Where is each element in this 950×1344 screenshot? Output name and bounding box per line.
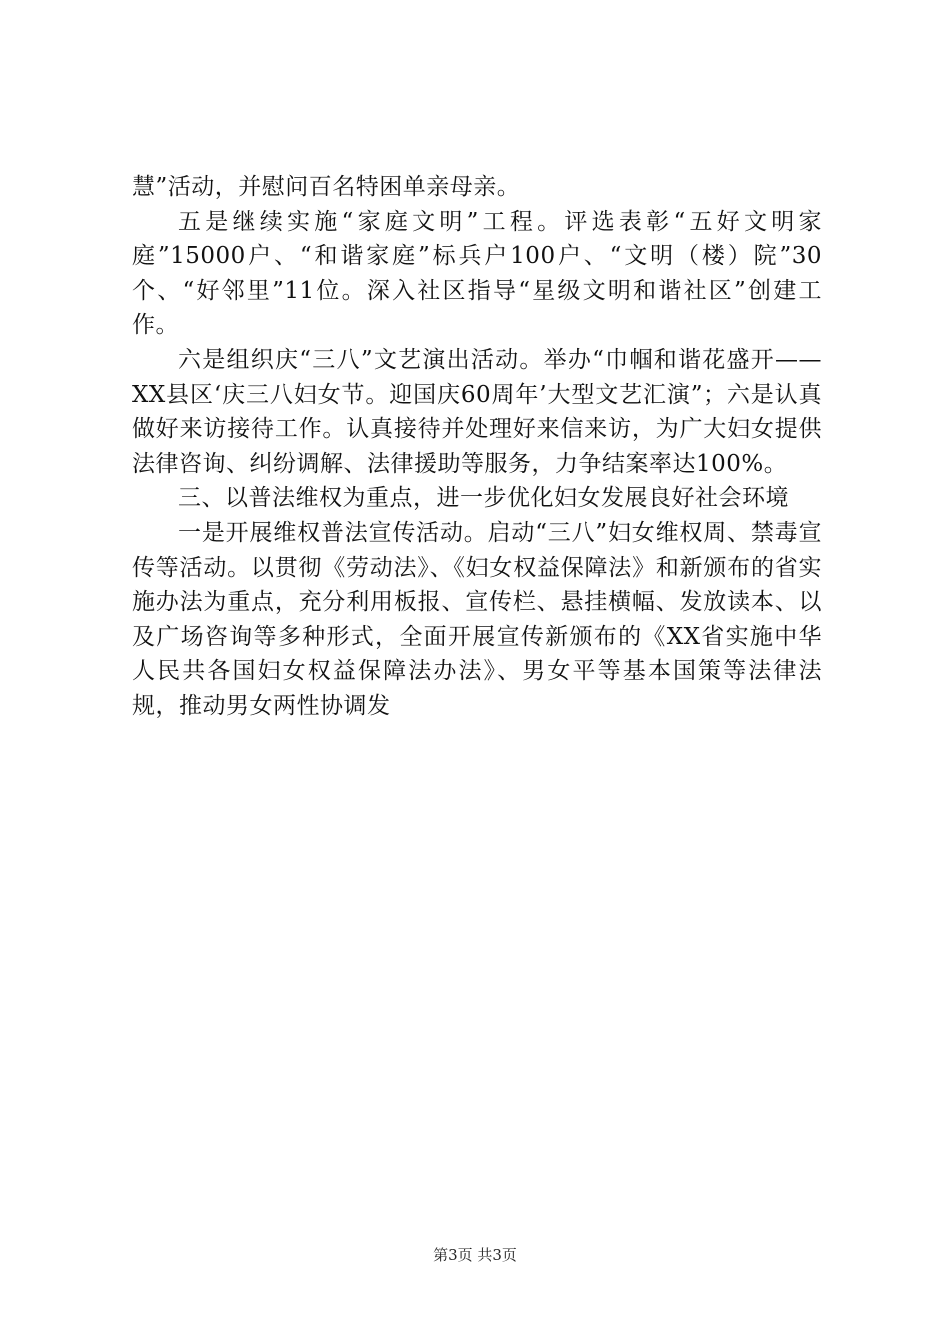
paragraph-legal-publicity: 一是开展维权普法宣传活动。启动“三八”妇女维权周、禁毒宣传等活动。以贯彻《劳动法》、《妇女权益保障法》和新颁布的省实施办法为重点，充分利用板报、宣传栏、悬挂横幅、发放读本、以及广场咨询等多种形式，全面开展宣传新颁布的《XX省实施中华人民共各国妇女权益保障法办法》、男女平等基本国策等法律法规，推动男女两性协调发	[132, 519, 822, 719]
paragraph-continuation: 慧”活动，并慰问百名特困单亲母亲。	[132, 174, 521, 200]
page-footer: 第3页 共3页	[433, 1246, 517, 1264]
section-heading-legal-rights: 三、以普法维权为重点，进一步优化妇女发展良好社会环境	[178, 485, 789, 512]
paragraph-family-civilization: 五是继续实施“家庭文明”工程。评选表彰“五好文明家庭”15000户、“和谐家庭”标兵户100户、“文明（楼）院”30个、“好邻里”11位。深入社区指导“星级文明和谐社区”创建工作。	[132, 208, 822, 339]
paragraph-womens-day-performance: 六是组织庆“三八”文艺演出活动。举办“巾帼和谐花盛开——XX县区‘庆三八妇女节。迎国庆60周年’大型文艺汇演”；六是认真做好来访接待工作。认真接待并处理好来信来访，为广大妇女提供法律咨询、纠纷调解、法律援助等服务，力争结案率达100%。	[132, 346, 822, 477]
document-body	[132, 170, 822, 724]
